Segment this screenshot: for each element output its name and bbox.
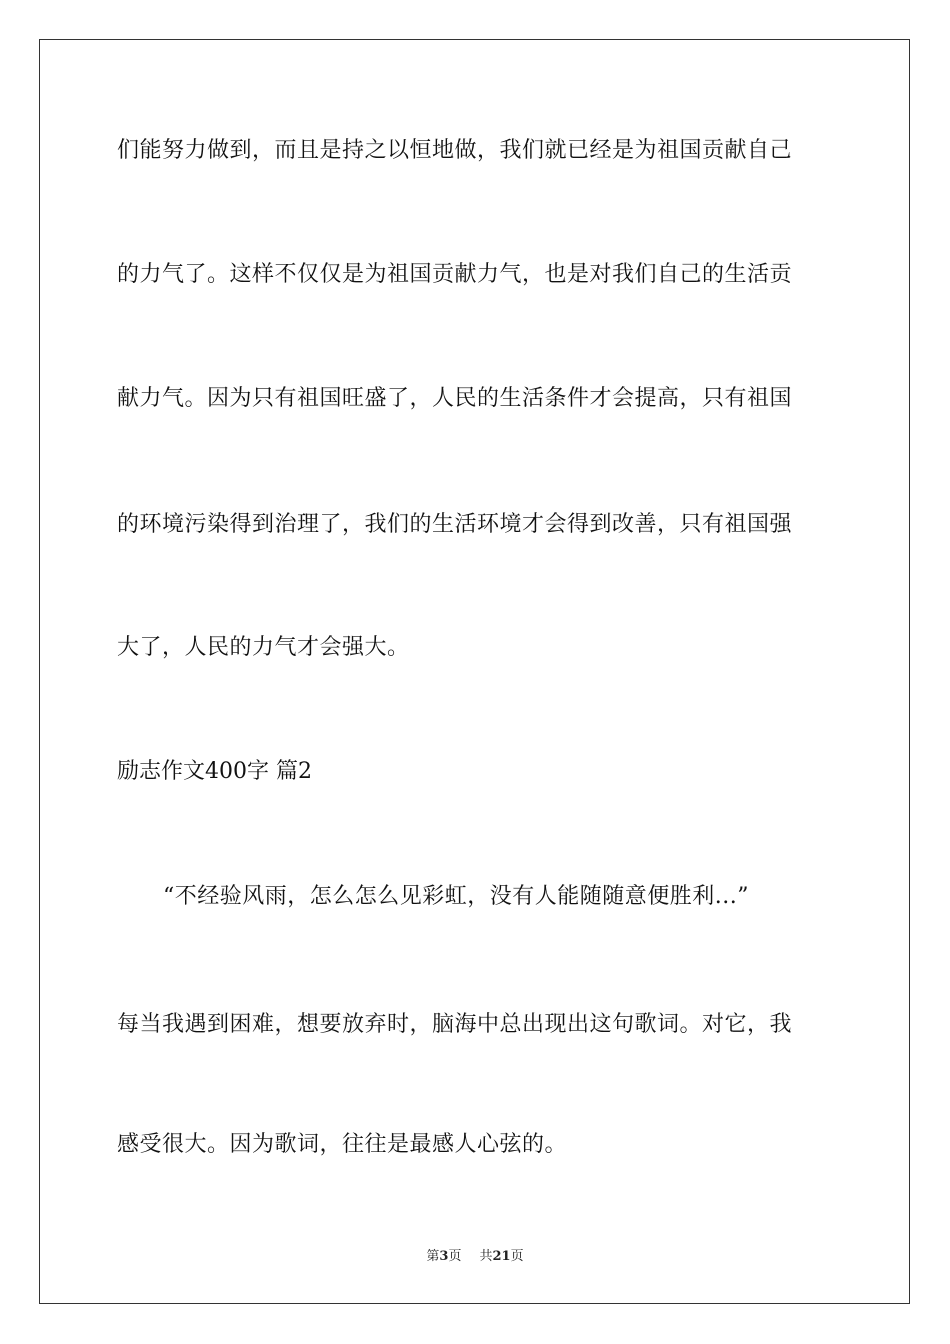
- section-line-1: “不经验风雨，怎么怎么见彩虹，没有人能随随意便胜利...”: [163, 884, 749, 909]
- total-suffix: 页: [510, 1249, 524, 1264]
- paragraph-line-5: 大了，人民的力气才会强大。: [117, 635, 410, 660]
- page-prefix: 第: [426, 1249, 440, 1264]
- paragraph-line-2: 的力气了。这样不仅仅是为祖国贡献力气，也是对我们自己的生活贡: [117, 262, 793, 287]
- section-heading: 励志作文400字 篇2: [117, 759, 312, 784]
- total-pages: 21: [492, 1249, 511, 1264]
- page-number: 3: [439, 1249, 449, 1264]
- section-line-3: 感受很大。因为歌词，往往是最感人心弦的。: [117, 1132, 568, 1157]
- page-footer: [0, 1248, 950, 1266]
- paragraph-line-4: 的环境污染得到治理了，我们的生活环境才会得到改善，只有祖国强: [117, 512, 793, 537]
- page-frame: [39, 39, 910, 1304]
- section-line-2: 每当我遇到困难，想要放弃时，脑海中总出现出这句歌词。对它，我: [117, 1012, 793, 1037]
- total-prefix: 共: [479, 1249, 493, 1264]
- page-suffix: 页: [448, 1249, 462, 1264]
- paragraph-line-3: 献力气。因为只有祖国旺盛了，人民的生活条件才会提高，只有祖国: [117, 386, 793, 411]
- paragraph-line-1: 们能努力做到，而且是持之以恒地做，我们就已经是为祖国贡献自己: [117, 138, 793, 163]
